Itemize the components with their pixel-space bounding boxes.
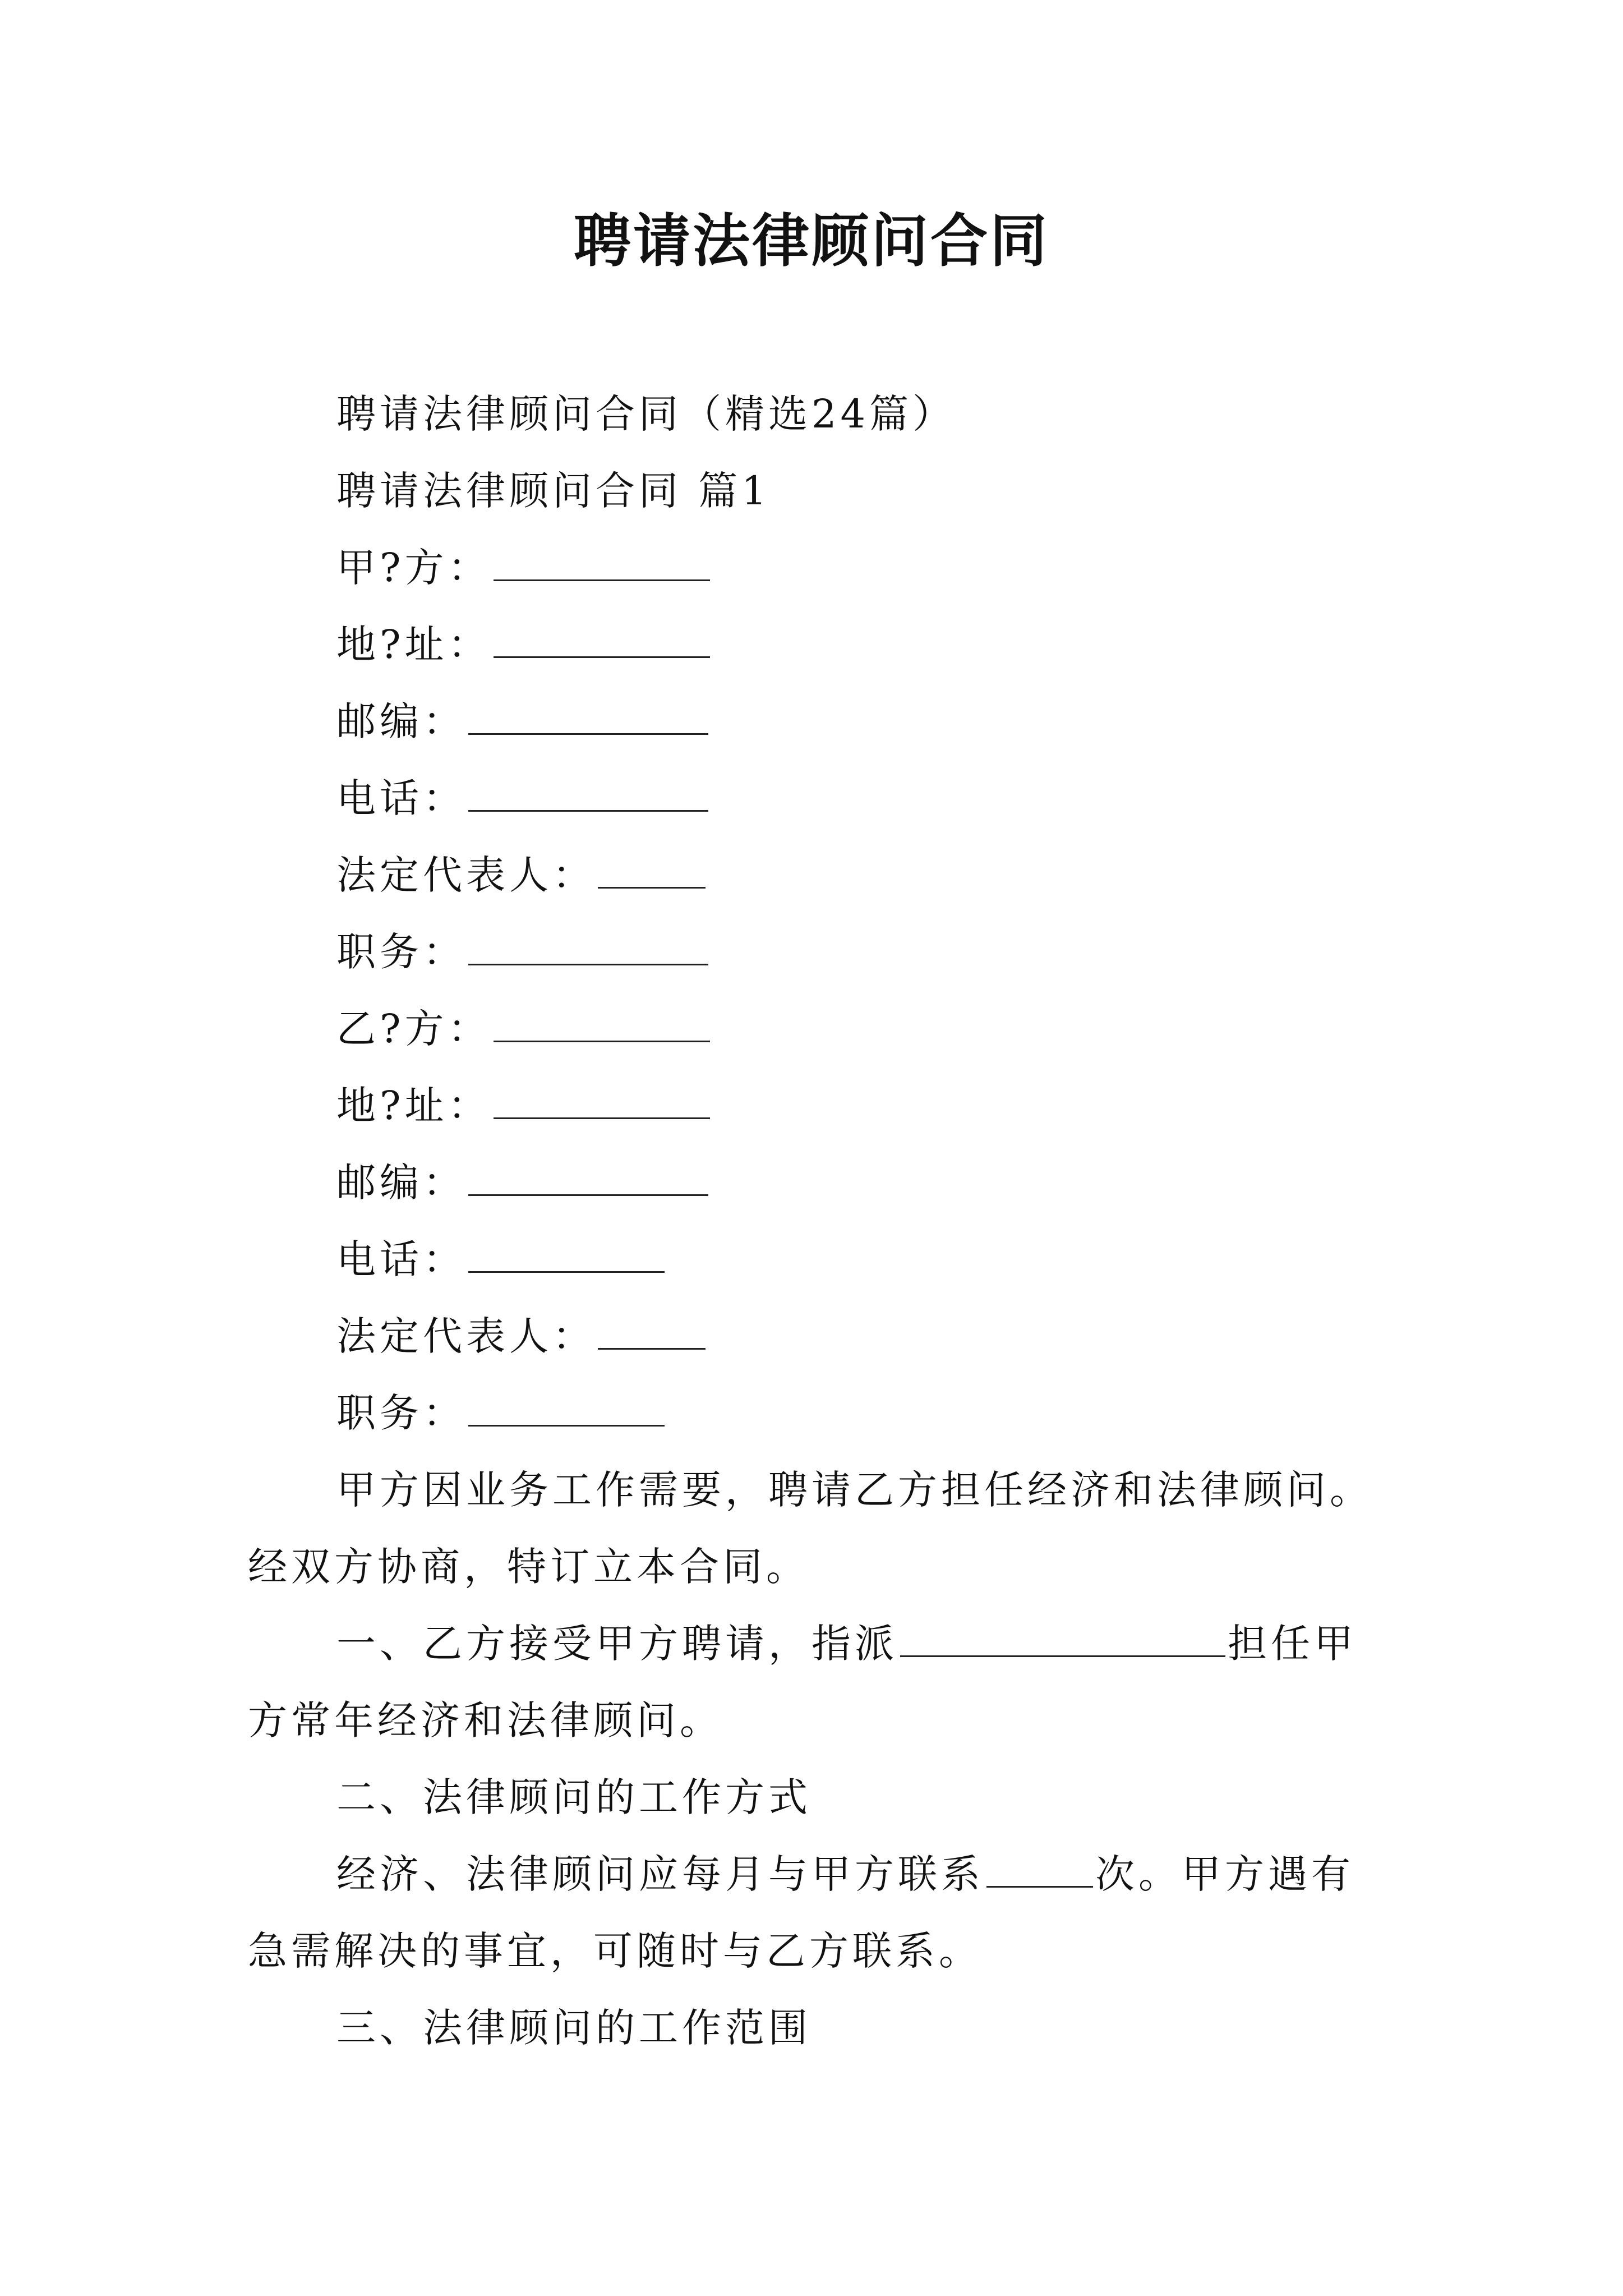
party-a-position-blank	[468, 931, 708, 965]
party-a-legal-rep-line	[336, 847, 708, 903]
intro-line-2: 经双方协商，特订立本合同。	[248, 1544, 809, 1590]
party-a-position-label: 职务：	[336, 929, 466, 975]
party-b-phone-blank	[468, 1239, 665, 1273]
party-a-address-blank	[494, 624, 710, 658]
party-a-address-label: 地?址：	[336, 622, 491, 668]
party-a-position-line	[336, 924, 711, 980]
party-b-blank	[494, 1008, 710, 1042]
party-a-address-line	[336, 616, 712, 673]
clause2-text-before: 经济、法律顾问应每月与甲方联系	[336, 1851, 984, 1897]
party-b-address-line	[336, 1078, 712, 1134]
party-b-legal-rep-blank	[598, 1315, 706, 1350]
party-b-position-line	[336, 1385, 667, 1441]
party-b-position-blank	[468, 1392, 665, 1427]
party-a-postcode-line	[336, 693, 711, 749]
section-heading: 聘请法律顾问合同 篇1	[336, 468, 771, 514]
intro-line-1: 甲方因业务工作需要，聘请乙方担任经济和法律顾问。	[336, 1467, 1373, 1513]
document-subtitle: 聘请法律顾问合同（精选24篇）	[336, 391, 956, 437]
party-b-postcode-blank	[468, 1162, 708, 1196]
party-b-address-blank	[494, 1085, 710, 1119]
party-a-line	[336, 540, 712, 596]
party-b-postcode-line	[336, 1154, 711, 1211]
clause1-line-2: 方常年经济和法律顾问。	[248, 1697, 723, 1743]
party-a-label: 甲?方：	[336, 545, 491, 591]
clause3-heading: 三、法律顾问的工作范围	[336, 2005, 811, 2051]
party-b-phone-line	[336, 1231, 667, 1287]
clause1-blank	[900, 1623, 1225, 1657]
party-b-label: 乙?方：	[336, 1006, 491, 1052]
party-a-postcode-label: 邮编：	[336, 698, 466, 744]
party-a-phone-label: 电话：	[336, 775, 466, 821]
clause2-heading: 二、法律顾问的工作方式	[336, 1774, 811, 1820]
party-b-legal-rep-line	[336, 1308, 708, 1364]
party-b-line	[336, 1001, 712, 1057]
party-a-blank	[494, 547, 710, 581]
clause1-text-before: 一、乙方接受甲方聘请，指派	[336, 1621, 898, 1667]
clause2-text-after: 次。甲方遇有	[1095, 1851, 1354, 1897]
clause2-blank	[986, 1853, 1093, 1888]
party-b-address-label: 地?址：	[336, 1083, 491, 1129]
party-a-postcode-blank	[468, 701, 708, 735]
party-a-legal-rep-label: 法定代表人：	[336, 852, 596, 898]
party-b-position-label: 职务：	[336, 1390, 466, 1436]
party-a-legal-rep-blank	[598, 854, 706, 889]
party-a-phone-blank	[468, 777, 708, 812]
party-b-legal-rep-label: 法定代表人：	[336, 1313, 596, 1359]
clause1-text-after: 担任甲	[1228, 1621, 1357, 1667]
clause2-line-2: 急需解决的事宜，可随时与乙方联系。	[248, 1928, 982, 1974]
clause1-line-1	[336, 1616, 1357, 1672]
clause2-line-1	[336, 1846, 1354, 1902]
party-a-phone-line	[336, 770, 711, 826]
party-b-phone-label: 电话：	[336, 1236, 466, 1282]
party-b-postcode-label: 邮编：	[336, 1159, 466, 1205]
document-title: 聘请法律顾问合同	[574, 208, 1049, 275]
